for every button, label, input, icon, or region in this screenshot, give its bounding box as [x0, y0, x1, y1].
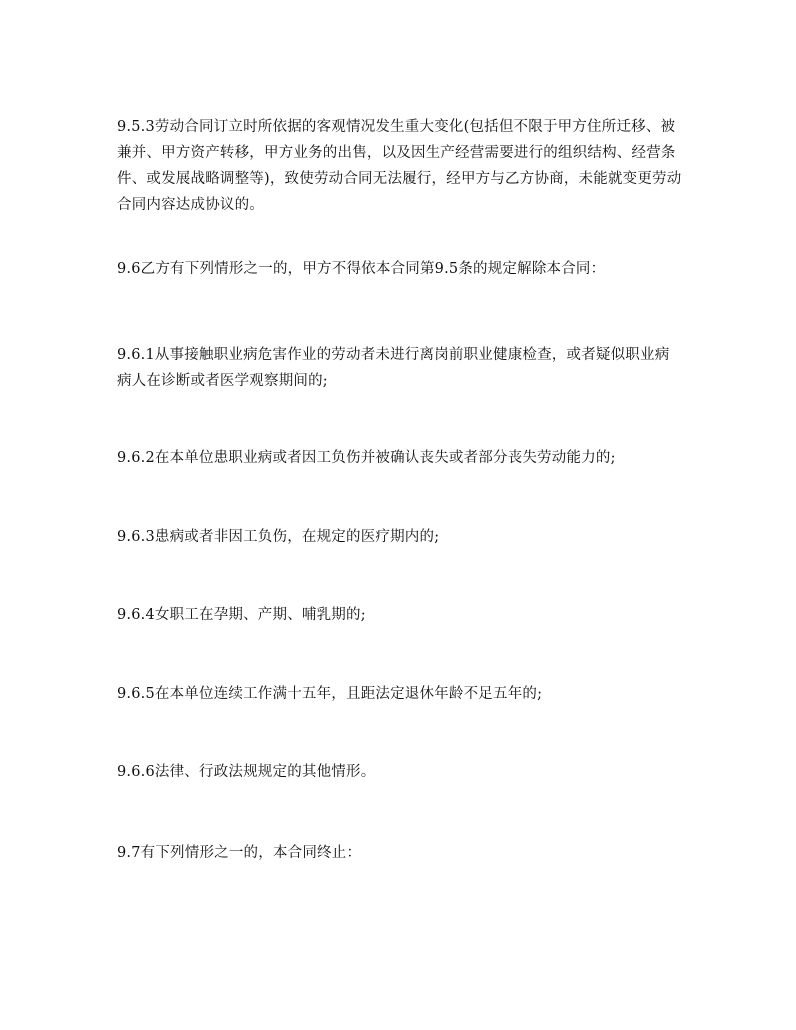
clause-9-6-1: 9.6.1从事接触职业病危害作业的劳动者未进行离岗前职业健康检查，或者疑似职业病病人在诊断或者医学观察期间的;: [117, 347, 670, 389]
clause-9-7: 9.7有下列情形之一的，本合同终止：: [117, 845, 362, 861]
clause-9-6-3: 9.6.3患病或者非因工负伤，在规定的医疗期内的;: [117, 529, 440, 545]
clause-9-5-3: 9.5.3劳动合同订立时所依据的客观情况发生重大变化(包括但不限于甲方住所迁移、被兼并、甲方资产转移，甲方业务的出售，以及因生产经营需要进行的组织结构、经营条件、或发展战略调整等)，致使劳动合同无法履行，经甲方与乙方协商，未能就变更劳动合同内容达成协议的。: [117, 119, 682, 213]
clause-9-6-2: 9.6.2在本单位患职业病或者因工负伤并被确认丧失或者部分丧失劳动能力的;: [117, 450, 616, 466]
clause-9-6-5: 9.6.5在本单位连续工作满十五年，且距法定退休年龄不足五年的;: [117, 686, 543, 702]
clause-9-6-4: 9.6.4女职工在孕期、产期、哺乳期的;: [117, 607, 366, 623]
clause-9-6-6: 9.6.6法律、行政法规规定的其他情形。: [117, 764, 376, 780]
clause-9-6: 9.6乙方有下列情形之一的，甲方不得依本合同第9.5条的规定解除本合同：: [117, 261, 606, 277]
